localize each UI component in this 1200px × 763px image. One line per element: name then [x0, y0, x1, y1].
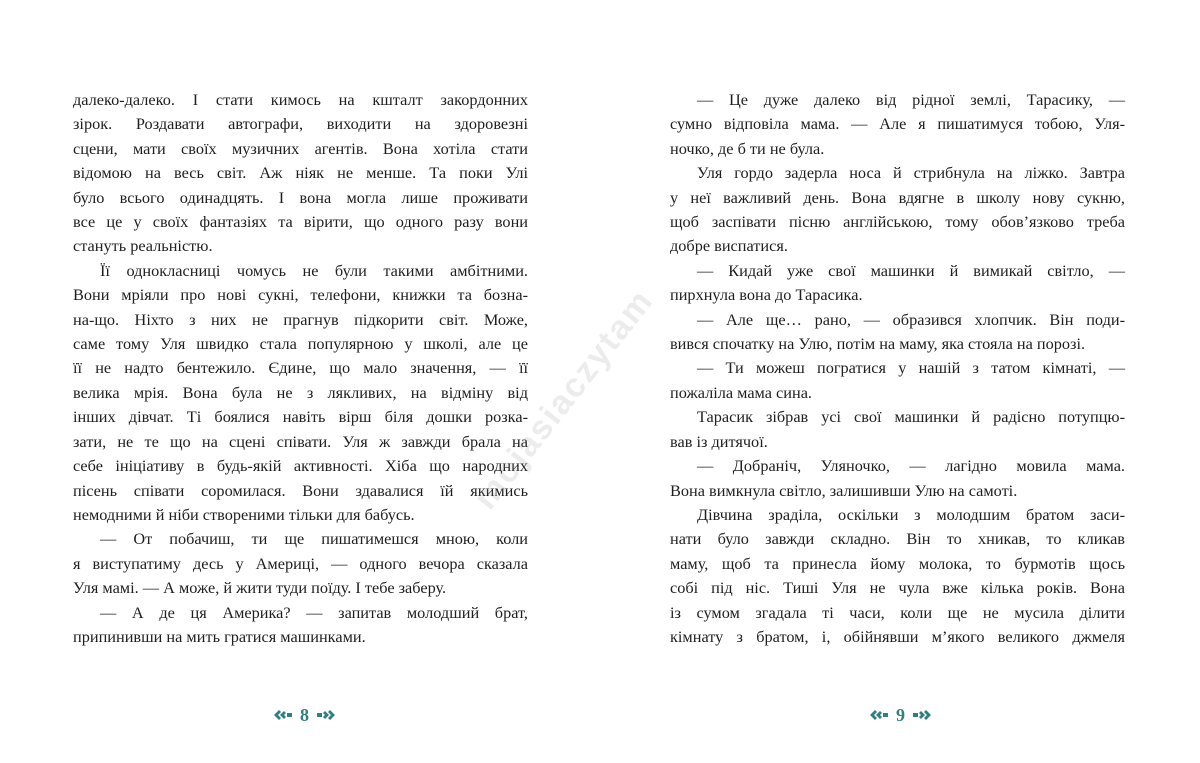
- text-line: — От побачиш, ти ще пишатимешся мною, коли: [100, 529, 528, 549]
- text-line: — А де ця Америка? — запитав молодший брат,: [100, 602, 528, 622]
- text-line: припинивши на мить гратися машинками.: [73, 626, 366, 646]
- text-line: вав із дитячої.: [670, 431, 768, 451]
- text-line: у неї важливий день. Вона вдягне в школу нову сукню,: [670, 187, 1125, 207]
- text-line: її не надто бентежило. Єдине, що мало значення, — її: [73, 358, 528, 378]
- watermark: mojasiaczytam: [466, 281, 662, 517]
- text-line: сумно відповіла мама. — Але я пишатимуся тобою, Уля-: [670, 114, 1125, 134]
- text-line: я виступатиму десь у Америці, — одного вечора сказала: [73, 553, 528, 573]
- text-line: — Ти можеш погратися у нашій з татом кімнаті, —: [697, 358, 1125, 378]
- right-page-text: [670, 88, 1125, 649]
- left-page-text: [73, 88, 528, 649]
- text-line: зати, не те що на сцені співати. Уля ж завжди брала на: [73, 431, 528, 451]
- text-line: себе ініціативу в будь-якій активності. Хіба що народних: [73, 456, 528, 476]
- text-line: кімнату з братом, і, обійнявши м’якого великого джмеля: [670, 626, 1125, 646]
- text-line: — Кидай уже свої машинки й вимикай світло, —: [697, 260, 1125, 280]
- text-line: щоб заспівати пісню англійською, тому обов’язково треба: [670, 212, 1125, 232]
- text-line: Її однокласниці чомусь не були такими амбітними.: [100, 260, 528, 280]
- text-line: саме тому Уля швидко стала популярною у школі, але це: [73, 334, 528, 354]
- ornament-left-icon: [868, 704, 890, 726]
- text-line: нати було завжди складно. Він то хникав, то кликав: [670, 529, 1125, 549]
- text-line: — Це дуже далеко від рідної землі, Тарасику, —: [697, 90, 1125, 109]
- text-line: інших дівчат. Ті боялися навіть вірш біля дошки розка-: [73, 407, 528, 427]
- ornament-right-icon: [315, 704, 337, 726]
- ornament-right-icon: [911, 704, 933, 726]
- text-line: Дівчина зраділа, оскільки з молодшим братом заси-: [697, 504, 1125, 524]
- text-line: — Добраніч, Уляночко, — лагідно мовила мама.: [697, 456, 1125, 476]
- text-line: велика мрія. Вона була не з лякливих, на відміну від: [73, 382, 528, 402]
- text-line: добре виспатися.: [670, 236, 788, 256]
- text-line: Тарасик зібрав усі свої машинки й радісно потупцю-: [697, 407, 1125, 427]
- text-line: собі під ніс. Тиші Уля не чула вже кілька років. Вона: [670, 578, 1125, 598]
- text-line: Уля мамі. — А може, й жити туди поїду. І тебе заберу.: [73, 578, 447, 598]
- text-line: зірок. Роздавати автографи, виходити на здоровезні: [73, 114, 528, 134]
- text-line: маму, щоб та принесла йому молока, то бурмотів щось: [670, 553, 1125, 573]
- text-line: Вони мріяли про нові сукні, телефони, книжки та бозна-: [73, 285, 528, 305]
- text-line: пирхнула вона до Тарасика.: [670, 285, 863, 305]
- text-line: немодними й ніби створеними тільки для бабусь.: [73, 504, 415, 524]
- text-line: було всього одинадцять. І вона могла лише проживати: [73, 187, 528, 207]
- text-line: — Але ще… рано, — образився хлопчик. Він поди-: [697, 309, 1125, 329]
- page-number-right: [868, 702, 933, 728]
- ornament-left-icon: [272, 704, 294, 726]
- page-number: 8: [300, 704, 309, 725]
- text-line: відомою на весь світ. Аж ніяк не менше. Та поки Улі: [73, 163, 528, 183]
- text-line: пожаліла мама сина.: [670, 382, 812, 402]
- text-line: вився спочатку на Улю, потім на маму, яка стояла на порозі.: [670, 334, 1086, 354]
- text-line: на-що. Ніхто з них не прагнув підкорити світ. Може,: [73, 309, 528, 329]
- text-line: далеко-далеко. І стати кимось на кшталт закордонних: [73, 90, 528, 109]
- text-line: із сумом згадала ті часи, коли ще не мусила ділити: [670, 602, 1125, 622]
- page-number-left: [272, 702, 337, 728]
- text-line: пісень співати соромилася. Вони здавалися їй якимись: [73, 480, 528, 500]
- text-line: сцени, мати своїх музичних агентів. Вона хотіла стати: [73, 138, 528, 158]
- page-number: 9: [896, 704, 905, 725]
- text-line: ночко, де б ти не була.: [670, 138, 825, 158]
- text-line: стануть реальністю.: [73, 236, 213, 256]
- text-line: Вона вимкнула світло, залишивши Улю на самоті.: [670, 480, 1018, 500]
- text-line: все це у своїх фантазіях та вірити, що одного разу вони: [73, 212, 528, 232]
- text-line: Уля гордо задерла носа й стрибнула на ліжко. Завтра: [697, 163, 1125, 183]
